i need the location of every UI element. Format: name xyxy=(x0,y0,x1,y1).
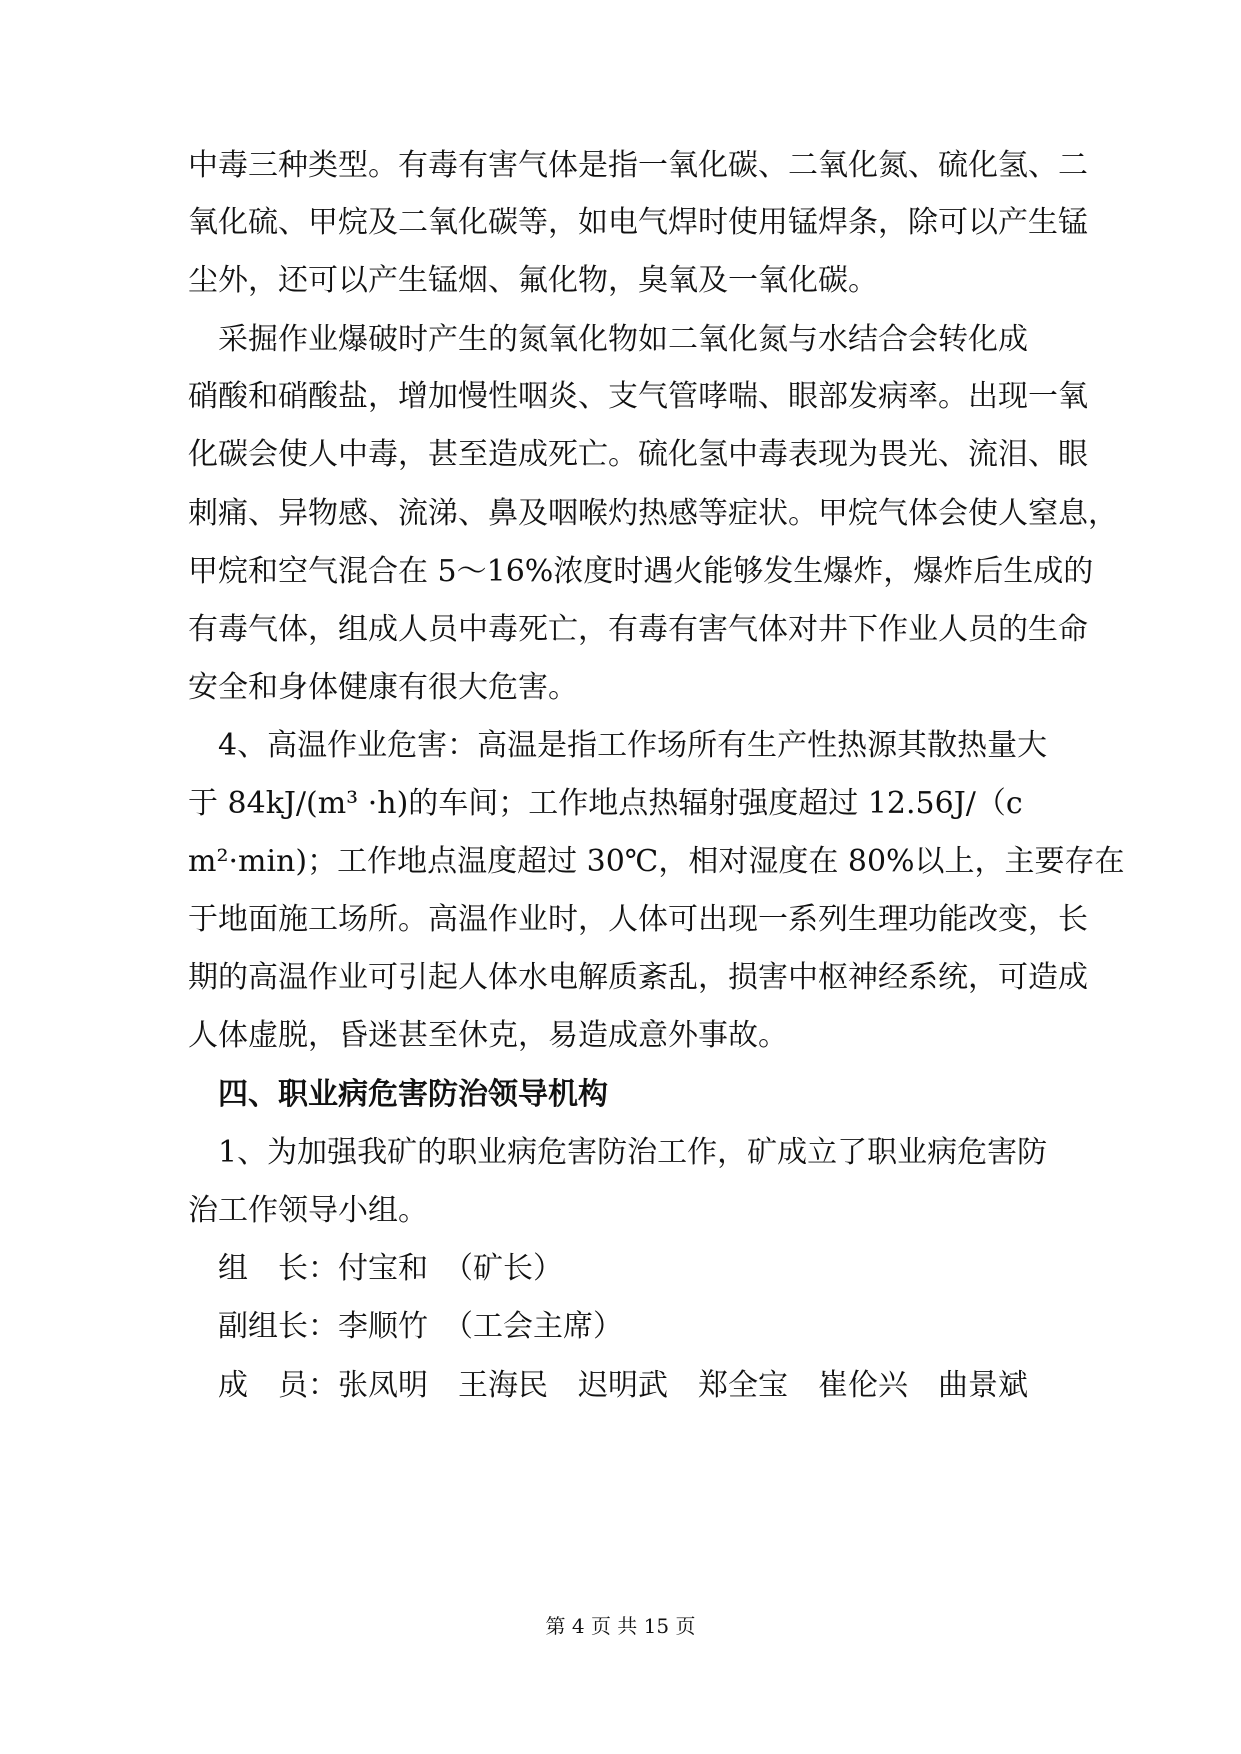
text-line: 中毒三种类型。有毒有害气体是指一氧化碳、二氧化氮、硫化氢、二 xyxy=(188,148,1088,183)
paragraph-first-line: 1、为加强我矿的职业病危害防治工作，矿成立了职业病危害防 xyxy=(188,1135,1048,1170)
members-line: 成 员：张凤明 王海民 迟明武 郑全宝 崔伦兴 曲景斌 xyxy=(188,1368,1028,1403)
text-line: 安全和身体健康有很大危害。 xyxy=(188,670,578,705)
text-line: 于 84kJ/(m³ ·h)的车间；工作地点热辐射强度超过 12.56J/（c xyxy=(188,786,1023,821)
text-line: 化碳会使人中毒，甚至造成死亡。硫化氢中毒表现为畏光、流泪、眼 xyxy=(188,437,1088,472)
text-line: m²·min)；工作地点温度超过 30℃，相对湿度在 80%以上，主要存在 xyxy=(188,844,1125,879)
text-line: 刺痛、异物感、流涕、鼻及咽喉灼热感等症状。甲烷气体会使人窒息， xyxy=(188,496,1118,531)
text-line: 硝酸和硝酸盐，增加慢性咽炎、支气管哮喘、眼部发病率。出现一氧 xyxy=(188,379,1088,414)
section-heading: 四、职业病危害防治领导机构 xyxy=(188,1077,608,1112)
text-line: 于地面施工场所。高温作业时，人体可出现一系列生理功能改变，长 xyxy=(188,902,1088,937)
text-line: 有毒气体，组成人员中毒死亡，有毒有害气体对井下作业人员的生命 xyxy=(188,612,1088,647)
text-line: 甲烷和空气混合在 5～16%浓度时遇火能够发生爆炸，爆炸后生成的 xyxy=(188,554,1094,589)
text-line: 期的高温作业可引起人体水电解质紊乱，损害中枢神经系统，可造成 xyxy=(188,960,1088,995)
text-line: 氧化硫、甲烷及二氧化碳等，如电气焊时使用锰焊条，除可以产生锰 xyxy=(188,205,1088,240)
paragraph-first-line: 4、高温作业危害：高温是指工作场所有生产性热源其散热量大 xyxy=(188,728,1048,763)
leader-line: 组 长：付宝和 （矿长） xyxy=(188,1251,563,1286)
text-line: 人体虚脱，昏迷甚至休克，易造成意外事故。 xyxy=(188,1018,788,1053)
page-number-footer: 第 4 页 共 15 页 xyxy=(545,1614,696,1638)
paragraph-first-line: 采掘作业爆破时产生的氮氧化物如二氧化氮与水结合会转化成 xyxy=(188,322,1028,357)
text-line: 治工作领导小组。 xyxy=(188,1193,428,1228)
text-line: 尘外，还可以产生锰烟、氟化物，臭氧及一氧化碳。 xyxy=(188,263,878,298)
deputy-leader-line: 副组长：李顺竹 （工会主席） xyxy=(188,1309,623,1344)
